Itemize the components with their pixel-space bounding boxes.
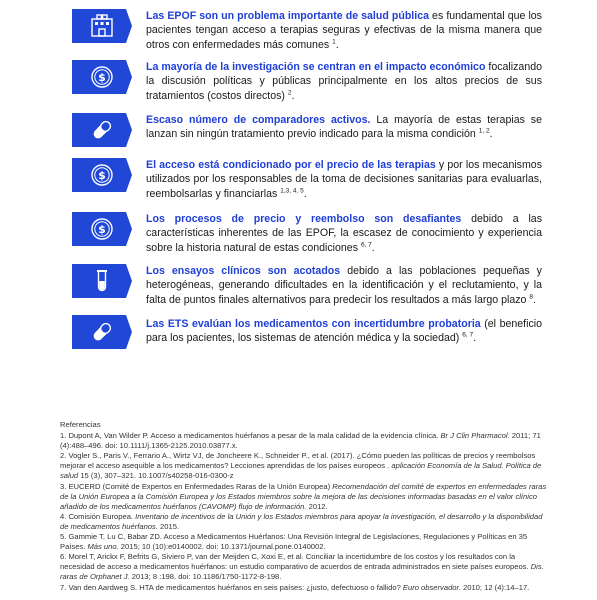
reference-item: 3. EUCERD (Comité de Expertos en Enfermedades Raras de la Unión Europea) Recomendación del comité de expertos en enfermedades raras de la Unión Europea a la Comisión Europea y los Estados miembros sobre la mejora de las decisiones informadas basadas en el valor clínico añadido de los medicamentos huérfanos (CAVOMP) flujo de información. 2012. bbox=[60, 481, 547, 511]
reference-item: 6. Morel T, Arickx F, Befrits G, Siviero P, van der Meijden C, Xoxi E, et al. Conciliar la incertidumbre de los costos y los resultados con la necesidad de acceso a medicamentos huérfanos: un estudio comparativo de acuerdos de entrada administrados en siete países europeos. Dis. raras de Orphanet J. 2013; 8 :198. doi: 10.1186/1750-1172-8-198. bbox=[60, 552, 544, 582]
key-point-text: Escaso número de comparadores activos. La mayoría de estas terapias se lanzan sin ningún tratamiento previo indicado para la misma condición $^{1, 2}$. bbox=[146, 114, 542, 141]
key-point-text: Las EPOF son un problema importante de salud pública es fundamental que los pacientes tengan acceso a terapias seguras y efectivas de la misma manera que otros con enfermedades más comunes $^1$. bbox=[146, 10, 542, 51]
key-point-text: Los procesos de precio y reembolso son desafiantes debido a las características inherentes de las EPOF, la escasez de conocimiento y experiencia sobre la historia natural de estas condiciones $^{6, 7}$. bbox=[146, 213, 542, 254]
key-point-text: La mayoría de la investigación se centran en el impacto económico focalizando la discusión políticas y públicas principalmente en los altos precios de sus tratamientos (costos directos) $^2$. bbox=[146, 61, 542, 102]
reference-item: 5. Gammie T, Lu C, Babar ZD. Acceso a Medicamentos Huérfanos: Una Revisión Integral de Legislaciones, Regulaciones y Políticas en 35 Países. Más uno. 2015; 10 (10):e0140002. doi: 10.1371/journal.pone.0140002. bbox=[60, 532, 528, 552]
reference-item: 2. Vogler S., Paris V., Ferrario A., Wirtz VJ, de Joncheere K., Schneider P., et al. (2017). ¿Cómo pueden las políticas de precios y reembolsos mejorar el acceso asequible a los medicamentos? Lecciones aprendidas de los países europeos . aplicación Economía de la Salud. Política de salud 15 (3), 307–321. 10.1007/s40258-016-0300-z bbox=[60, 451, 542, 481]
dollar-icon bbox=[72, 212, 132, 246]
pill-icon bbox=[72, 315, 132, 349]
references-section bbox=[60, 420, 550, 593]
reference-item: 1. Dupont A, Van Wilder P. Acceso a medicamentos huérfanos a pesar de la mala calidad de la evidencia clínica. Br J Clin Pharmacol. 2011; 71 (4):488–496. doi: 10.1111/j.1365-2125.2010.03877.x. bbox=[60, 431, 541, 451]
svg-text:$: $ bbox=[98, 223, 106, 236]
test-tube-icon bbox=[72, 264, 132, 298]
reference-item: 7. Van den Aardweg S. HTA de medicamentos huérfanos en seis países: ¿justo, defectuoso o fallido? Euro observador. 2010; 12 (4):14–17. bbox=[60, 582, 530, 592]
references-title: Referencias bbox=[60, 420, 101, 429]
svg-text:$: $ bbox=[98, 169, 106, 182]
key-point-text: El acceso está condicionado por el precio de las terapias y por los mecanismos utilizados por los responsables de la toma de decisiones sanitarias para evaluarlas, reembolsarlas y financiarlas $^{1,3, 4, 5}$. bbox=[146, 159, 542, 200]
reference-item: 4. Comisión Europea. Inventario de incentivos de la Unión y los Estados miembros para apoyar la investigación, el desarrollo y la disponibilidad de medicamentos huérfanos. 2015. bbox=[60, 511, 543, 531]
dollar-icon bbox=[72, 60, 132, 94]
key-point-text: Los ensayos clínicos son acotados debido a las poblaciones pequeñas y heterogéneas, generando dificultades en la identificación y el reclutamiento, y la falta de puntos finales alternativos para predecir los resultados a más largo plazo $^8$. bbox=[146, 265, 542, 306]
svg-text:$: $ bbox=[98, 71, 106, 84]
pill-icon bbox=[72, 113, 132, 147]
key-point-text: Las ETS evalúan los medicamentos con incertidumbre probatoria (el beneficio para los pacientes, los sistemas de atención médica y la sociedad) $^{6, 7}$. bbox=[146, 318, 542, 345]
dollar-icon bbox=[72, 158, 132, 192]
hospital-icon bbox=[72, 9, 132, 43]
